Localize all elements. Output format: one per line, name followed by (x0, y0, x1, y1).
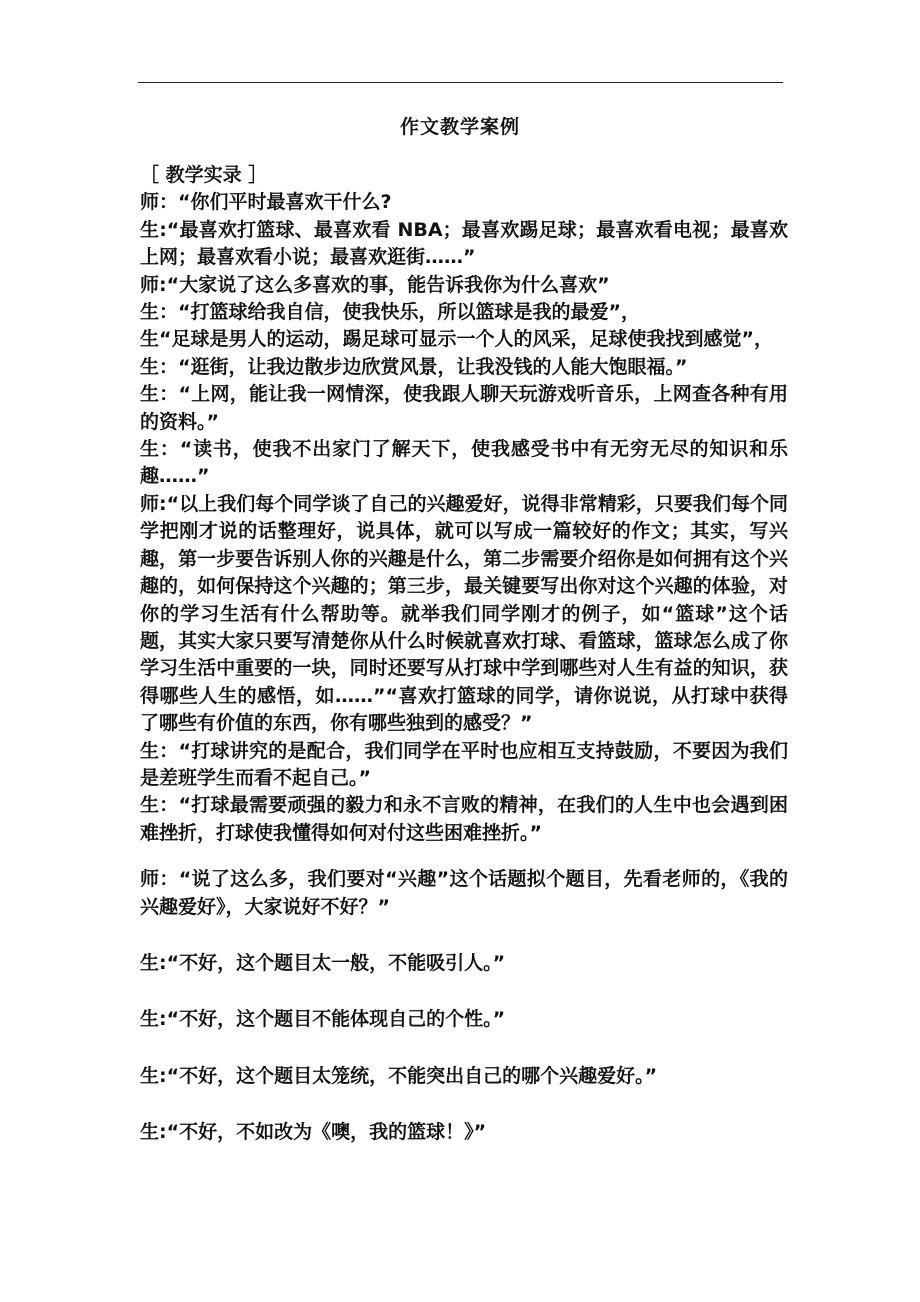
section-heading: ［ 教学实录 ］ (140, 164, 268, 186)
dialogue-line: 生“足球是男人的运动，踢足球可显示一个人的风采，足球使我找到感觉”， (140, 328, 773, 351)
dialogue-line: 师：“你们平时最喜欢干什么? (140, 191, 392, 214)
dialogue-line: 生：“上网，能让我一网情深，使我跟人聊天玩游戏听音乐，上网查各种有用的资料。” (140, 383, 788, 433)
dialogue-line: 师:“以上我们每个同学谈了自己的兴趣爱好，说得非常精彩，只要我们每个同学把刚才说的话整理好，说具体，就可以写成一篇较好的作文；其实，写兴趣，第一步要告诉别人你的兴趣是什么，第二步需要介绍你是如何拥有这个兴趣的，如何保持这个兴趣的；第三步，最关键要写出你对这个兴趣的体验，对你的学习生活有什么帮助等。就举我们同学刚才的例子，如“篮球”这个话题，其实大家只要写清楚你从什么时候就喜欢打球、看篮球，篮球怎么成了你学习生活中重要的一块，同时还要写从打球中学到哪些对人生有益的知识，获得哪些人生的感悟，如……”“喜欢打篮球的同学，请你说说，从打球中获得了哪些有价值的东西，你有哪些独到的感受？” (140, 492, 788, 735)
dialogue-line: 生：“打球讲究的是配合，我们同学在平时也应相互支持鼓励，不要因为我们是差班学生而看不起自己。” (140, 739, 788, 789)
document-title: 作文教学案例 (399, 116, 520, 138)
dialogue-line: 生:“不好，不如改为《噢，我的篮球！》” (140, 1121, 487, 1144)
dialogue-line: 生：“逛街，让我边散步边欣赏风景，让我没钱的人能大饱眼福。” (140, 355, 688, 378)
dialogue-line: 生:“不好，这个题目太笼统，不能突出自己的哪个兴趣爱好。” (140, 1064, 658, 1087)
dialogue-line: 师：“说了这么多，我们要对“兴趣”这个话题拟个题目，先看老师的，《我的兴趣爱好》，大家说好不好？” (140, 868, 788, 918)
dialogue-line: 生：“打篮球给我自信，使我快乐，所以篮球是我的最爱”， (140, 301, 640, 324)
dialogue-line: 生:“不好，这个题目太一般，不能吸引人。” (140, 951, 506, 974)
dialogue-line: 师:“大家说了这么多喜欢的事，能告诉我你为什么喜欢” (140, 273, 610, 296)
document-body (140, 162, 788, 1147)
dialogue-line: 生:“最喜欢打篮球、最喜欢看 NBA；最喜欢踢足球；最喜欢看电视；最喜欢上网；最喜欢看小说；最喜欢逛街……” (140, 218, 788, 269)
dialogue-line: 生：“读书，使我不出家门了解天下，使我感受书中有无穷无尽的知识和乐趣……” (140, 438, 788, 488)
dialogue-line: 生：“打球最需要顽强的毅力和永不言败的精神，在我们的人生中也会遇到困难挫折，打球使我懂得如何对付这些困难挫折。” (140, 794, 788, 844)
dialogue-line: 生:“不好，这个题目不能体现自己的个性。” (140, 1008, 506, 1031)
header-rule (138, 82, 783, 83)
